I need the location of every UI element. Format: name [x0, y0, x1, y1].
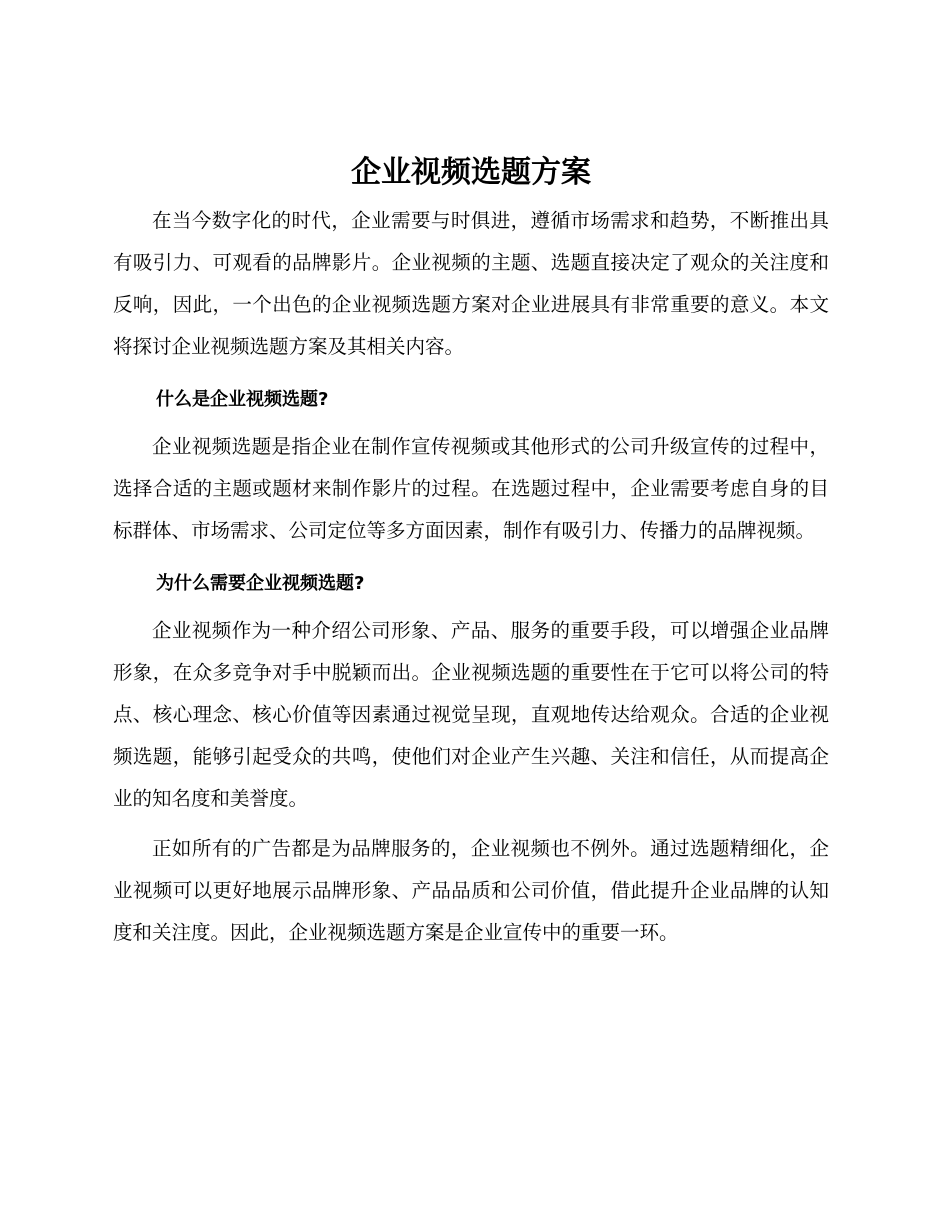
section-heading: 为什么需要企业视频选题?	[156, 573, 365, 594]
section-what-is	[113, 382, 829, 552]
document-title: 企业视频选题方案	[351, 155, 591, 190]
intro-paragraph: 在当今数字化的时代，企业需要与时俱进，遵循市场需求和趋势，不断推出具有吸引力、可观看的品牌影片。企业视频的主题、选题直接决定了观众的关注度和反响，因此，一个出色的企业视频选题方案对企业进展具有非常重要的意义。本文将探讨企业视频选题方案及其相关内容。	[113, 209, 829, 358]
document-body	[113, 150, 829, 954]
section-why-needed	[113, 566, 829, 954]
section-paragraph: 企业视频选题是指企业在制作宣传视频或其他形式的公司升级宣传的过程中，选择合适的主题或题材来制作影片的过程。在选题过程中，企业需要考虑自身的目标群体、市场需求、公司定位等多方面因素，制作有吸引力、传播力的品牌视频。	[113, 435, 829, 542]
section-heading: 什么是企业视频选题?	[156, 389, 329, 410]
section-paragraph: 企业视频作为一种介绍公司形象、产品、服务的重要手段，可以增强企业品牌形象，在众多竞争对手中脱颖而出。企业视频选题的重要性在于它可以将公司的特点、核心理念、核心价值等因素通过视觉呈现，直观地传达给观众。合适的企业视频选题，能够引起受众的共鸣，使他们对企业产生兴趣、关注和信任，从而提高企业的知名度和美誉度。	[113, 619, 829, 810]
section-paragraph: 正如所有的广告都是为品牌服务的，企业视频也不例外。通过选题精细化，企业视频可以更好地展示品牌形象、产品品质和公司价值，借此提升企业品牌的认知度和关注度。因此，企业视频选题方案是企业宣传中的重要一环。	[113, 837, 829, 944]
